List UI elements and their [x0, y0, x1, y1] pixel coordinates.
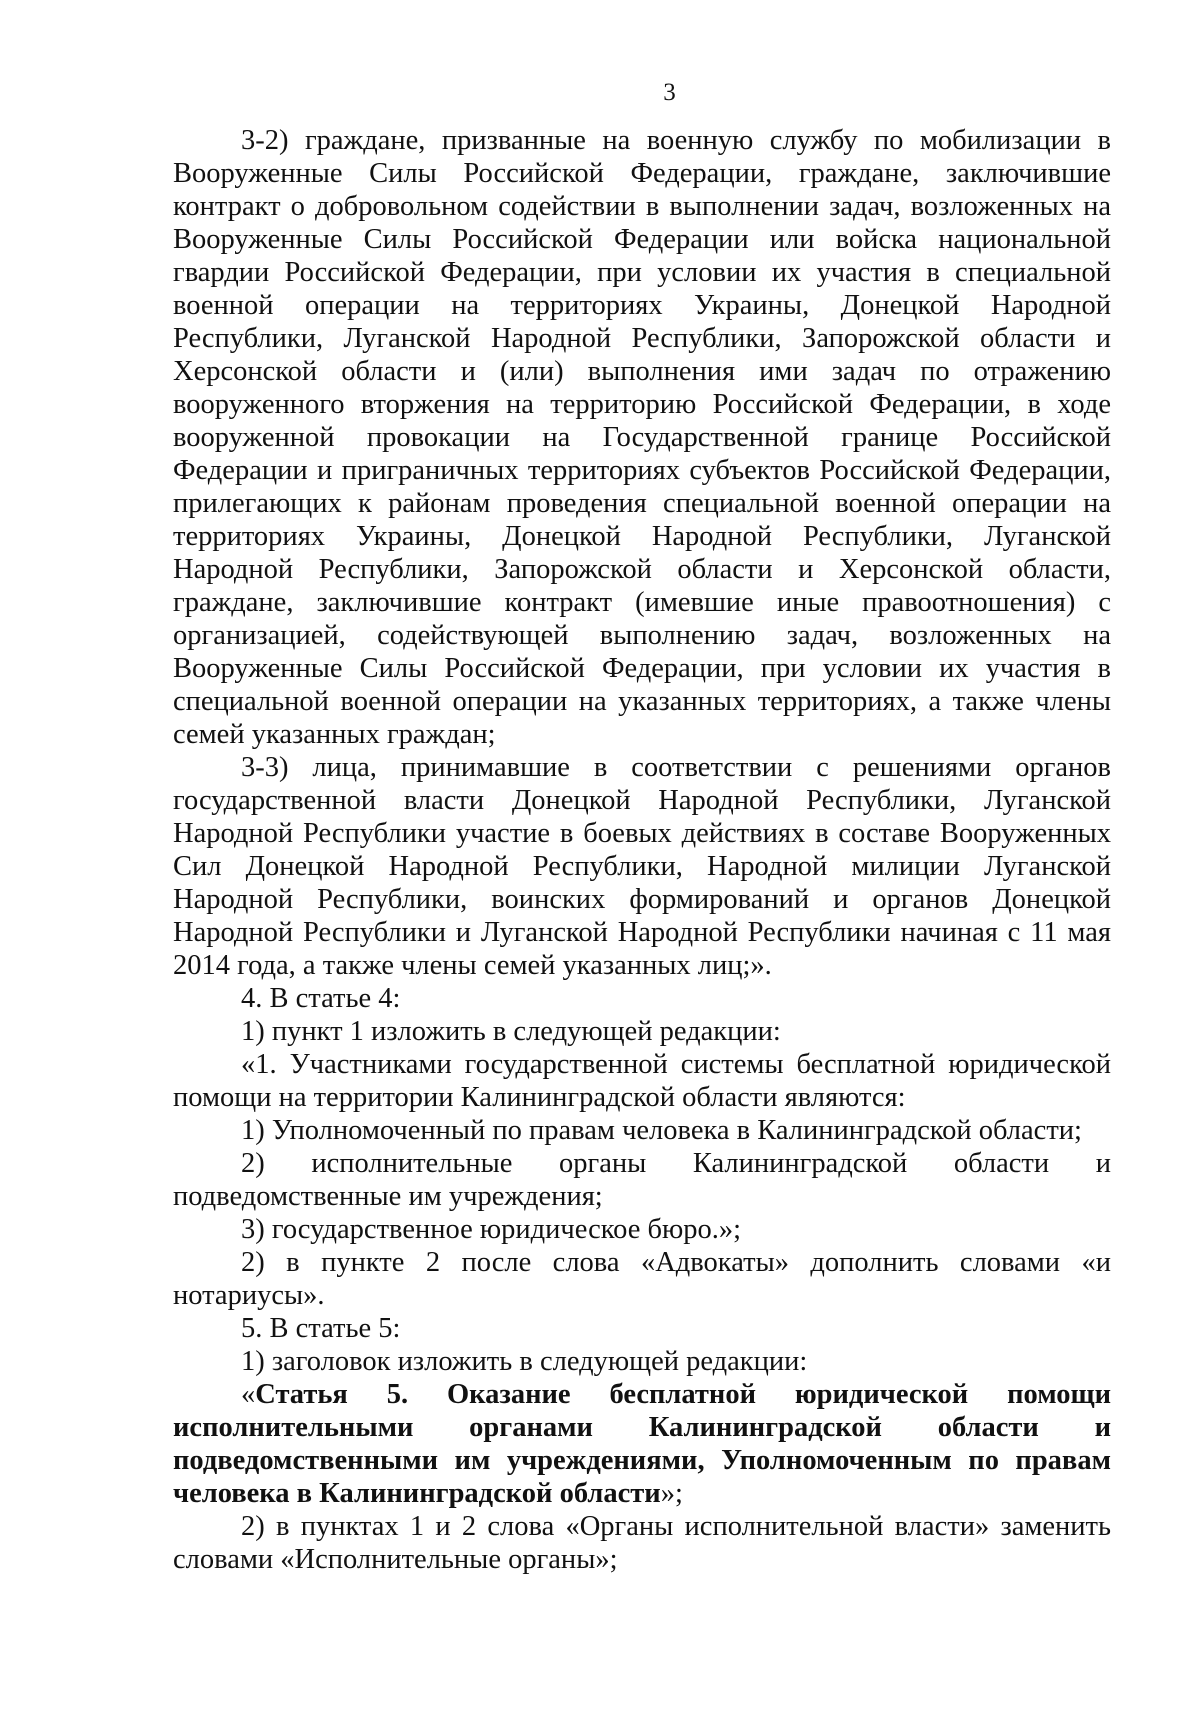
paragraph-3-2: 3-2) граждане, призванные на военную службу по мобилизации в Вооруженные Силы Российской Федерации, граждане, заключившие контракт о добровольном содействии в выполнении задач, возложенных на Вооруженные Силы Российской Федерации или войска национальной гвардии Российской Федерации, при условии их участия в специальной военной операции на территориях Украины, Донецкой Народной Республики, Луганской Народной Республики, Запорожской области и Херсонской области и (или) выполнения ими задач по отражению вооруженного вторжения на территорию Российской Федерации, в ходе вооруженной провокации на Государственной границе Российской Федерации и приграничных территориях субъектов Российской Федерации, прилегающих к районам проведения специальной военной операции на территориях Украины, Донецкой Народной Республики, Луганской Народной Республики, Запорожской области и Херсонской области, граждане, заключившие контракт (имевшие иные правоотношения) с организацией, содействующей выполнению задач, возложенных на Вооруженные Силы Российской Федерации, при условии их участия в специальной военной операции на указанных территориях, а также члены семей указанных граждан;	[173, 125, 1111, 750]
paragraph-items-1-2: 2) в пунктах 1 и 2 слова «Органы исполнительной власти» заменить словами «Исполнительные органы»;	[173, 1511, 1111, 1575]
document-page	[173, 78, 1111, 1576]
article-title-bold: Статья 5. Оказание бесплатной юридической помощи исполнительными органами Калининградской области и подведомственными им учреждениями, Уполномоченным по правам человека в Калининградской области	[173, 1379, 1111, 1509]
paragraph-ombudsman: 1) Уполномоченный по правам человека в Калининградской области;	[241, 1115, 1082, 1146]
article-title-open-quote: «	[241, 1379, 256, 1410]
paragraph-executive-bodies: 2) исполнительные органы Калининградской области и подведомственные им учреждения;	[173, 1148, 1111, 1212]
paragraph-article-5: 5. В статье 5:	[241, 1313, 401, 1344]
article-title-close: »;	[660, 1478, 683, 1509]
paragraph-article-4: 4. В статье 4:	[241, 983, 401, 1014]
paragraph-legal-bureau: 3) государственное юридическое бюро.»;	[241, 1214, 742, 1245]
paragraph-item-1-edit: 1) пункт 1 изложить в следующей редакции:	[241, 1016, 781, 1047]
paragraph-notaries: 2) в пункте 2 после слова «Адвокаты» дополнить словами «и нотариусы».	[173, 1247, 1111, 1311]
paragraph-3-3: 3-3) лица, принимавшие в соответствии с решениями органов государственной власти Донецкой Народной Республики, Луганской Народной Республики участие в боевых действиях в составе Вооруженных Сил Донецкой Народной Республики, Народной милиции Луганской Народной Республики, воинских формирований и органов Донецкой Народной Республики и Луганской Народной Республики начиная с 11 мая 2014 года, а также члены семей указанных лиц;».	[173, 752, 1111, 981]
paragraph-article-5-title	[173, 1378, 1111, 1510]
paragraph-heading-edit: 1) заголовок изложить в следующей редакции:	[241, 1346, 808, 1377]
page-number: 3	[663, 79, 676, 106]
paragraph-participants: «1. Участниками государственной системы бесплатной юридической помощи на территории Калининградской области являются:	[173, 1049, 1111, 1113]
